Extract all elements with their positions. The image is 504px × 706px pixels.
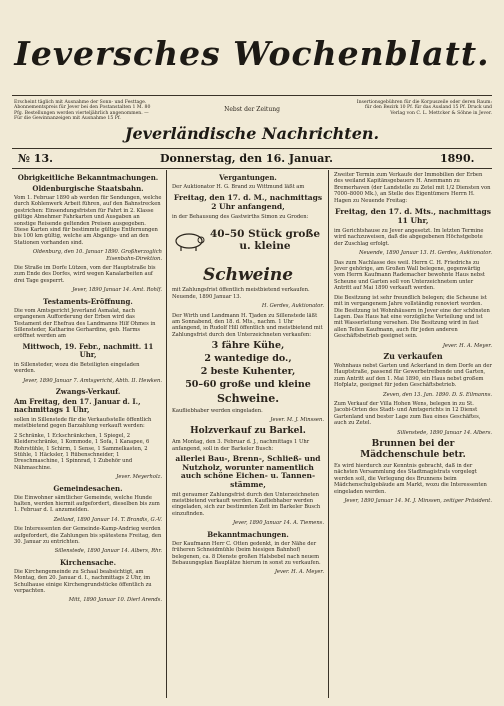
col2-pig-count: 40–50 Stück große u. kleine: [209, 227, 321, 252]
col2-auction1-intro: Der Auktionator H. G. Brand zu Wittmund läßt am: [172, 184, 305, 190]
col1-forced-sale-signature: Jever. Meyerholz.: [116, 474, 162, 481]
col3-for-sale-text: Wohnhaus nebst Garten und Ackerland in dem Dorfe an der Hauptstraße, passend für Gewerbetreibende und Garten, zum Antritt auf den 1. Mai 1890, ein Haus nebst großem Hofplatz, geeignet für jeden Geschäftsbetrieb.: [334, 362, 492, 389]
col2-wood-terms: mit geraumer Zahlungsfrist durch den Unterzeichneten meistbietend verkauft werden. Kaufliebhaber werden eingeladen, sich zur bestimmten Zeit im Barkeler Busch einzufinden.: [172, 491, 321, 517]
col1-railway-signature: Oldenburg, den 10. Januar 1890. Großherzoglich Eisenbahn-Direktion.: [32, 249, 162, 262]
col1-testament-text-2: in Sillensteder, wozu die Beteiligten eingeladen werden.: [14, 361, 140, 375]
col1-heading-church: Kirchensache.: [59, 557, 117, 567]
col2-auction1-signature: H. Gerdes, Auktionator.: [261, 303, 324, 310]
col3-term-text: Zweiter Termin zum Verkaufe der Immobilien der Erben des weiland Kapitänsgebauers H. Anenmann zu Bremerhaven (der Landstelle zu Zetel mit 1/2 Diensten von 7000–8000 Mk.), an Stelle des Eigentümers Herrn H. Hagen zu Neuende Freitag:: [334, 172, 491, 204]
col1-testament-signature: Jever, 1890 Januar 7. Amtsgericht, Abth. II. Hewken.: [23, 377, 162, 384]
col2-cattle-line-4: 50–60 große und kleine: [185, 378, 311, 390]
col1-church-signature: Mitt, 1890 Januar 10. Dierl Arends.: [68, 597, 162, 604]
col3-heading-well: Brunnen bei der Mädchenschule betr.: [360, 439, 466, 460]
masthead-title: Ieversches Wochenblatt.: [14, 34, 490, 73]
col2-auction2-invite: Kaufliebhaber werden eingeladen.: [172, 407, 263, 414]
col3-term-signature: Neuende, 1890 Januar 13. H. Gerdes, Auktionator.: [358, 250, 492, 257]
column-2: [172, 172, 324, 698]
col3-house-details: Die Besitzung ist sehr freundlich belegen; die Scheune ist mit in vergangenem Jahre vollständig renoviert worden. Die Besitzung ist Wohnhäusern in Jever eine der schönsten Lagen. Das Haus hat eine vorzügliche Verteilung und ist mit Wasserleitung versehen. Die Besitzung wird in fast allen Teilen Kaufmann, auch für jeden anderen Geschäftsbetrieb geeignet sein.: [334, 294, 490, 340]
column-divider-1: [166, 170, 167, 698]
col1-testament-text: Die vom Amtsgericht Jeverland Asmalat, nach ergangenen Aufforderung der Erben wird das Testament der Ehefrau des Landmanns Hilf Ohmes in Sillensteder, Katharine Gerhardine, geb. Harms eröffnet werden am: [14, 307, 156, 340]
col3-for-sale-signature: Zeven, den 13. Jan. 1890. D. S. Eilmanns.: [383, 391, 492, 398]
col1-church-text: Die Kirchengemeinde zu Schaal beabsichtigt, am Montag, den 20. Januar d. I., nachmittags 2 Uhr, im Schulhause einige Kirchengrundstücke öffentlich zu verpachten.: [14, 568, 152, 595]
col2-heading-auctions: Vergantungen.: [219, 173, 277, 182]
col3-house-signature: Jever. H. A. Meyer.: [442, 342, 492, 349]
issue-year: 1890.: [440, 152, 475, 165]
col1-heading-community: Gemeindesachen.: [53, 483, 123, 493]
col1-railway-text: Vom 1. Februar 1890 ab werden für Sendungen, welche durch Kohlenwerk Arbeit führen, auf den Bahnstrecken gestrichen: Einsendungsfristen für Fahrt in 2. Klasse gültige Abnehmer Fahrkarten und Ausgaben an sonstige Reisende geltenden Preisen ausgegeben. Diese Karten sind für bestimmte gültige Entfernungen bis 100 km gültig, welche am Abgangs- und an den Stationen vorhanden sind.: [14, 195, 162, 246]
column-1: [14, 172, 162, 698]
col2-pig-headline: Schweine: [202, 264, 294, 285]
col1-testament-date: Mittwoch, 19. Febr., nachmitt. 11 Uhr,: [22, 341, 154, 359]
col3-well-signature: Jever, 1890 Januar 14. M. J. Minssen, zeitiger Präsident.: [344, 498, 492, 505]
col3-term-text-2: im Gerichtshause zu Jever angesetzt. Im letzten Termine wird nachzuweisen, daß die abgegebenen Höchstgebote der Zuschlag erfolgt.: [334, 228, 484, 247]
col1-dogs-text: Die Einwohner sämtlicher Gemeinde, welche Hunde halten, werden hiermit aufgefordert, dieselben bis zum 1. Februar d. I. anzumelden.: [14, 494, 160, 514]
col2-announcement-text: Der Kaufmann Herr C. Otten gedenkt, in der Nähe der früheren Schneidmühle (beim hiesigen Bahnhof) belegenen, ca. 8 Dienste großen Halsbebel nach neuem Bebauungsplan Bauplätze hierum in sonst zu verkaufen.: [172, 540, 321, 566]
col2-auction2-signature: Jever. M. J. Minssen.: [270, 416, 324, 423]
col1-street-text: Die Straße im Dorfe Lützen, vom der Hauptstraße bis zum Ende des Dorfes, wird wegen Kanalarbeiten auf drei Tage gesperrt.: [14, 265, 156, 284]
col2-cattle-line-2: 2 wantedige do.,: [204, 353, 292, 365]
col2-wood-signature: Jever, 1890 Januar 14. A. Tiemens.: [232, 520, 324, 527]
masthead-center-note: Nebst der Zeitung: [224, 106, 280, 113]
col2-heading-wood-sale: Holzverkauf zu Barkel.: [190, 426, 306, 437]
col2-heading-announcements: Bekanntmachungen.: [207, 529, 289, 539]
col2-announcement-signature: Jever. H. A. Meyer.: [274, 569, 324, 576]
col1-payment-text: Die Interessenten der Gemeinde-Kamp-Andrieg werden aufgefordert, die Zahlungen bis spätestens Freitag, den 30. Januar zu entrichten.: [14, 526, 162, 546]
col3-house-text: Das zum Nachlasse des weil. Herrn C. H. Friedrichs zu Jever gehörige, am Großen Wall belegene, gegenwärtig vom Herrn Kaufmann Rademacher bewohnte Haus nebst Scheune und Garten soll von Unterzeichnetem unter Antritt auf Mai 1890 verkauft werden.: [334, 259, 485, 292]
col3-heading-for-sale: Zu verkaufen: [383, 350, 443, 361]
col2-cattle-line-3: 2 beste Kuhenter,: [200, 366, 296, 378]
col1-forced-sale-date: Am Freitag, den 17. Januar d. I., nachmittags 1 Uhr,: [14, 396, 141, 414]
issue-number: № 13.: [18, 152, 53, 165]
col3-well-text: Es wird hierdurch zur Kenntnis gebracht, daß in der nächsten Versammlung des Stadtmagistrats vorgelegt werden soll, die Verlegung des Brunnens beim Mädchenschulgebäude am Markt, wozu die Interessenten eingeladen werden.: [334, 463, 487, 495]
col2-cattle-line-1: 3 fähre Kühe,: [211, 340, 285, 352]
masthead-right-note: Insertionsgebühren für die Korpuszeile oder deren Raum: für den Bezirk 10 Pf. für das Ausland 15 Pf. Druck und Verlag von C. L. Mettcker & Söhne in Jever.: [356, 100, 492, 116]
col3-villa-signature: Sillenstede, 1890 Januar 14. Albers.: [397, 429, 492, 436]
col2-pig-ad: [172, 224, 324, 264]
col2-wood-date: Am Montag, den 3. Februar d. J., nachmittags 1 Uhr anfangend, soll in der Barkeler Busch:: [172, 439, 310, 452]
col3-term-date: Freitag, den 17. d. Mts., nachmittags 11 Uhr,: [335, 207, 491, 226]
col1-street-signature: Jever, 1890 Januar 14. Amt. Rohlf.: [72, 287, 162, 294]
col2-auction1-place: in der Behausung des Gastwirths Simon zu Groden:: [172, 214, 309, 221]
col2-auction2-intro: Der Wirth und Landmann H. Tjaden zu Sillenstede läßt am Sonnabend, den 18. d. Mts., nachm. 1 Uhr anfangend, in Rudolf Hill öffentlich und meistbietend mit Zahlungsfrist durch den Unterzeichneten verkaufen:: [172, 312, 323, 338]
col2-cattle-line-5: Schweine.: [216, 391, 280, 405]
issue-date: Donnerstag, den 16. Januar.: [160, 152, 333, 165]
col1-forced-sale-items: 2 Schränke, 1 Eckschränkchen, 1 Spiegel, 2 Kleiderschränke, 1 Kommode, 1 Sofa, 1 Kanapee, 6 Rohrstühle, 1 Schirm, 1 Sense, 1 Sammelkasten, 2 Stühle, 1 Häcksler, 1 Rübenschneider, 1 Dreschmaschine, 1 Spinnrad, 1 Zubehör und Nähmaschine.: [14, 432, 150, 471]
col1-heading-testament: Testaments-Eröffnung.: [43, 296, 133, 306]
col3-villa-text: Zum Verkauf der Villa Hohen Wens, belegen in zu St. Jacobi-Orten des Stadt- und Amtsgerichts in 12 Dienst Gartenland und bester Lage zum Bau eines Geschäftes, auch zu Zetel.: [334, 400, 481, 427]
column-divider-2: [328, 170, 329, 698]
col1-dogs-signature: Zetland, 1890 Januar 14. T. Brandis, G.-V.: [53, 516, 162, 523]
issue-rule-bottom: [12, 168, 492, 169]
col2-auction1-date: Freitag, den 17. d. M., nachmittags 2 Uhr anfangend,: [173, 193, 323, 212]
issue-rule-top: [12, 148, 492, 149]
masthead-subtitle: Jeverländische Nachrichten.: [124, 124, 380, 143]
col1-heading-railway: Oldenburgische Staatsbahn.: [32, 184, 144, 193]
col1-heading-forced-sale: Zwangs-Verkauf.: [55, 386, 121, 396]
column-3: [334, 172, 492, 698]
col1-heading-official: Obrigkeitliche Bekanntmachungen.: [17, 173, 159, 182]
pig-icon: [172, 230, 206, 252]
masthead-rule-top: [12, 95, 492, 96]
col1-payment-signature: Sillenstede, 1890 Januar 14. Albers, Rhr.: [54, 548, 162, 555]
col2-wood-items: allerlei Bau-, Brenn-, Schließ- und Nutzholz, worunter namentlich auch schöne Eichen- u. Tannen-stämme,: [175, 454, 321, 490]
col2-auction1-terms: mit Zahlungsfrist öffentlich meistbietend verkaufen. Neuende, 1890 Januar 13.: [172, 287, 310, 300]
masthead-left-note: Erscheint täglich mit Ausnahme der Sonn- und Festtage. Abonnementspreis für Jever bei den Postanstalten 1 M. 80 Pfg. Bestellungen werden vierteljährlich angenommen. — Für die Gewinnanzeigen mit Ausnahme 15 Pf.: [14, 100, 151, 121]
col1-forced-sale-text: sollen in Sillenstede für die Verkaufsstelle öffentlich meistbietend gegen Barzahlung verkauft werden:: [14, 416, 152, 430]
